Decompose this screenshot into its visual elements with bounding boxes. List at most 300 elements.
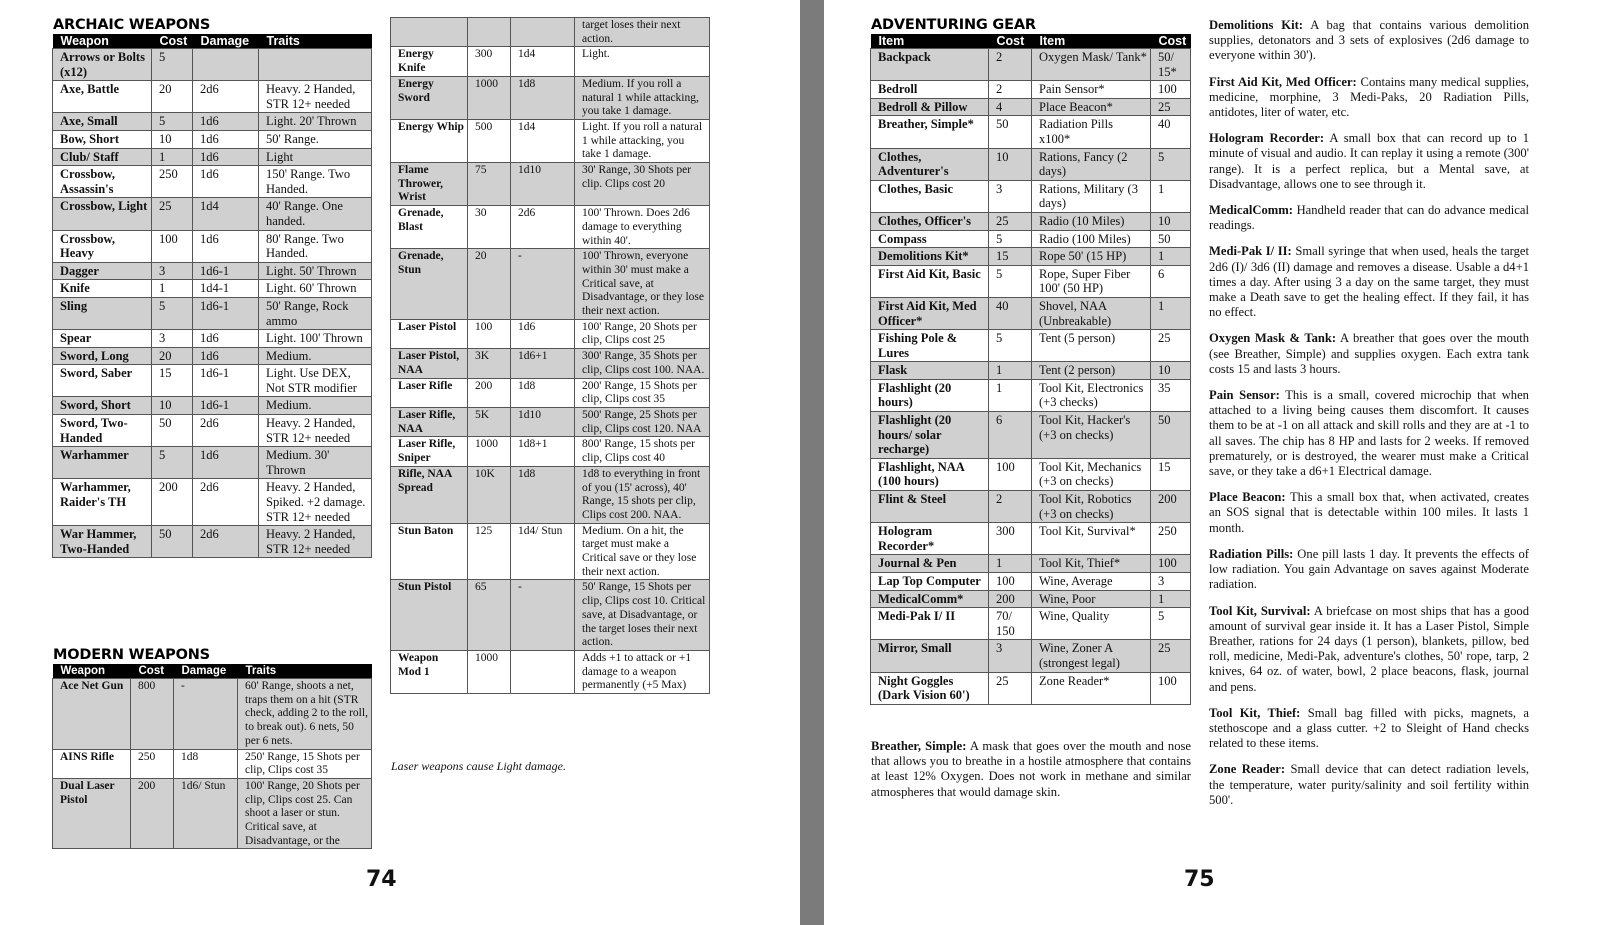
column-header: Item [1032,34,1151,49]
table-cell: 40 [1151,116,1191,148]
table-row [871,148,1191,180]
table-cell: Radio (10 Miles) [1032,212,1151,230]
table-cell: Adds +1 to attack or +1 damage to a weapon permanently (+5 Max) [575,650,710,693]
gear-description-term: Radiation Pills: [1209,546,1294,561]
table-cell: 1d8 to everything in front of you (15' across), 40' Range, 15 shots per clip, Clips cost 200. NAA. [575,466,710,523]
table-cell: Crossbow, Light [53,198,152,230]
table-cell: 100' Range, 20 Shots per clip, Clips cost 25. Can shoot a laser or stun. Critical save, at Disadvantage, or the [238,778,372,849]
table-cell: Wine, Average [1032,573,1151,591]
table-cell: 500 [468,119,511,162]
table-cell: Sling [53,297,152,329]
table-row [391,18,710,47]
table-cell: 100 [1151,672,1191,704]
table-cell: Rations, Military (3 days) [1032,180,1151,212]
table-row [871,49,1191,81]
table-cell: Tool Kit, Electronics (+3 checks) [1032,379,1151,411]
table-cell: 20 [468,249,511,320]
table-cell: 100 [468,319,511,348]
table-cell: Place Beacon* [1032,98,1151,116]
column-header: Cost [989,34,1032,49]
gear-description-text: A briefcase on most ships that has a good amount of survival gear inside it. It has a Laser Pistol, Simple Breather, rations for 24 days (1 person), blankets, pillow, bed roll, medicine, Medi-Pak, adventure's clothes, 50' rope, tarp, 2 knives, 64 oz. of water, bowl, 2 place beacons, flask, journal and pens. [1209,603,1529,694]
table-cell: 30 [468,206,511,249]
table-cell: 25 [152,198,193,230]
table-cell: Sword, Two-Handed [53,415,152,447]
table-cell: Wine, Poor [1032,590,1151,608]
table-cell: 2 [989,81,1032,99]
table-cell: Sword, Long [53,347,152,365]
table-cell: Bedroll [871,81,989,99]
table-cell: Mirror, Small [871,640,989,672]
table-cell: 200 [152,479,193,526]
table-cell: Dual Laser Pistol [53,778,131,849]
column-header: Damage [193,34,259,49]
breather-note-term: Breather, Simple: [871,739,967,753]
table-cell: Heavy. 2 Handed, Spiked. +2 damage. STR 12+ needed [259,479,372,526]
table-cell: 200' Range, 15 Shots per clip, Clips cost 35 [575,378,710,407]
table-cell: - [511,249,575,320]
table-cell: 60' Range, shoots a net, traps them on a hit (STR check, adding 2 to the roll, to break out). 6 nets, 50 per 6 nets. [238,679,372,750]
table-cell: Laser Rifle, NAA [391,407,468,436]
table-cell: Energy Sword [391,76,468,119]
table-row [391,437,710,466]
table-cell: Tool Kit, Robotics (+3 on checks) [1032,491,1151,523]
table-cell: Crossbow, Heavy [53,230,152,262]
table-row [391,163,710,206]
page-number-left: 74 [366,867,397,892]
table-cell: Light. Use DEX, Not STR modifier [259,365,372,397]
table-cell: Spear [53,330,152,348]
table-row [871,640,1191,672]
table-cell: Grenade, Stun [391,249,468,320]
table-cell: 1d8 [511,466,575,523]
table-cell: 30' Range, 30 Shots per clip. Clips cost 20 [575,163,710,206]
table-cell: Sword, Short [53,397,152,415]
table-cell: 5 [989,330,1032,362]
table-row [871,523,1191,555]
table-row [391,349,710,378]
table-row [391,76,710,119]
table-cell: 1d6 [193,447,259,479]
gear-description-text: A bag that contains various demolition supplies, detonators and 3 sets of explosives (2d6 damage to everyone within 30'). [1209,18,1529,63]
table-cell: 2d6 [193,479,259,526]
table-cell [468,18,511,47]
table-cell: 5 [152,447,193,479]
table-row [871,330,1191,362]
table-cell: 25 [1151,98,1191,116]
table-row [871,379,1191,411]
laser-footnote: Laser weapons cause Light damage. [391,759,566,773]
table-cell [193,49,259,81]
table-cell: 3 [152,262,193,280]
table-row [391,650,710,693]
table-cell: Demolitions Kit* [871,248,989,266]
table-cell: Pain Sensor* [1032,81,1151,99]
table-cell: Bow, Short [53,130,152,148]
table-row [871,590,1191,608]
table-row [391,407,710,436]
breather-note-text: A mask that goes over the mouth and nose that allows you to breathe in a hostile atmosphere that contains at least 12% Oxygen. Does not work in methane and similar atmospheres that would damage skin. [871,739,1191,799]
table-cell: 1d4 [511,47,575,76]
table-cell: 2d6 [511,206,575,249]
table-cell: 800 [131,679,174,750]
table-row [391,47,710,76]
adventuring-gear-title: ADVENTURING GEAR [871,17,1036,33]
table-cell: Energy Whip [391,119,468,162]
table-cell: 5 [152,49,193,81]
table-cell: 100 [1151,81,1191,99]
table-cell: 100 [989,573,1032,591]
table-cell: 3 [989,640,1032,672]
table-cell: 65 [468,580,511,651]
table-cell: 10 [989,148,1032,180]
table-cell: Knife [53,280,152,298]
table-row [871,573,1191,591]
archaic-weapons-title: ARCHAIC WEAPONS [53,17,211,33]
table-cell: 5K [468,407,511,436]
table-cell: 6 [1151,265,1191,297]
table-cell: 200 [989,590,1032,608]
table-cell: 1000 [468,650,511,693]
table-cell: Bedroll & Pillow [871,98,989,116]
table-cell: 10K [468,466,511,523]
gear-description-term: Oxygen Mask & Tank: [1209,331,1337,346]
table-cell: Night Goggles (Dark Vision 60') [871,672,989,704]
table-row [53,49,372,81]
table-cell: Medium. If you roll a natural 1 while attacking, you take 1 damage. [575,76,710,119]
table-cell: 20 [152,347,193,365]
gear-description [1209,604,1529,695]
gear-description [1209,75,1529,121]
modern-weapons-title: MODERN WEAPONS [53,647,210,663]
table-cell: Journal & Pen [871,555,989,573]
table-cell: Tool Kit, Thief* [1032,555,1151,573]
table-cell: 15 [152,365,193,397]
table-cell: Sword, Saber [53,365,152,397]
table-cell: Flashlight (20 hours) [871,379,989,411]
table-row [871,248,1191,266]
table-cell: 80' Range. Two Handed. [259,230,372,262]
table-cell: 3K [468,349,511,378]
table-cell: - [174,679,238,750]
table-cell: Warhammer [53,447,152,479]
table-cell: Laser Pistol [391,319,468,348]
table-cell: 50 [1151,412,1191,459]
left-page [0,0,800,925]
table-cell: Flask [871,362,989,380]
table-cell: Ace Net Gun [53,679,131,750]
table-cell: Arrows or Bolts (x12) [53,49,152,81]
table-cell: Fishing Pole & Lures [871,330,989,362]
table-cell: 15 [1151,458,1191,490]
table-cell: Dagger [53,262,152,280]
table-row [53,778,372,849]
table-cell: 1d8 [511,378,575,407]
table-row [53,330,372,348]
table-row [871,672,1191,704]
table-cell: Warhammer, Raider's TH [53,479,152,526]
table-cell: 10 [1151,362,1191,380]
page-number-right: 75 [1184,867,1215,892]
table-cell: 1d8 [511,76,575,119]
table-cell: Medium. On a hit, the target must make a Critical save or they lose their next action. [575,523,710,580]
table-row [391,319,710,348]
table-row [53,297,372,329]
table-row [53,148,372,166]
page-gutter [800,0,824,925]
column-header: Cost [152,34,193,49]
table-cell: Breather, Simple* [871,116,989,148]
table-cell: Lap Top Computer [871,573,989,591]
table-cell: 100' Thrown. Does 2d6 damage to everything within 40'. [575,206,710,249]
table-cell: Clothes, Officer's [871,212,989,230]
table-cell: Heavy. 2 Handed, STR 12+ needed [259,415,372,447]
table-cell: Laser Rifle [391,378,468,407]
table-cell: 6 [989,412,1032,459]
modern-weapons-table [52,664,372,849]
table-cell: 1 [1151,180,1191,212]
table-row [391,580,710,651]
table-cell: Light. 100' Thrown [259,330,372,348]
table-cell: AINS Rifle [53,749,131,778]
table-row [871,98,1191,116]
table-cell: 250 [152,166,193,198]
table-cell: 1d4 [193,198,259,230]
gear-description-term: Tool Kit, Survival: [1209,603,1311,618]
gear-description-text: This a small box that, when activated, creates an SOS signal that is detectable within 100 miles. It lasts 1 month. [1209,490,1530,535]
table-cell: 3 [152,330,193,348]
table-cell: 5 [1151,608,1191,640]
table-cell: 25 [1151,330,1191,362]
table-cell: 250 [1151,523,1191,555]
table-cell: Medi-Pak I/ II [871,608,989,640]
gear-description [1209,762,1529,808]
right-page [824,0,1605,925]
table-cell: Medium. [259,347,372,365]
table-row [871,265,1191,297]
table-cell: 1d6-1 [193,365,259,397]
table-cell: 1d6/ Stun [174,778,238,849]
table-cell: 300' Range, 35 Shots per clip, Clips cost 100. NAA. [575,349,710,378]
column-header: Traits [259,34,372,49]
table-cell [259,49,372,81]
table-cell: 1d6-1 [193,262,259,280]
table-header-row [871,34,1191,49]
table-cell: 50' Range. [259,130,372,148]
table-row [53,81,372,113]
table-cell: Wine, Zoner A (strongest legal) [1032,640,1151,672]
table-cell: 50 [1151,230,1191,248]
table-row [871,362,1191,380]
table-cell: 15 [989,248,1032,266]
gear-description [1209,388,1529,479]
table-cell: 150' Range. Two Handed. [259,166,372,198]
gear-description-text: Contains many medical supplies, medicine, morphine, 3 Medi-Paks, 20 Radiation Pills, antidotes, liter of water, etc. [1209,74,1529,120]
gear-description [1209,203,1529,233]
table-row [391,466,710,523]
table-row [871,412,1191,459]
gear-description-term: MedicalComm: [1209,203,1293,218]
gear-description [1209,18,1529,64]
table-row [53,679,372,750]
table-cell: Clothes, Adventurer's [871,148,989,180]
table-cell: 25 [989,672,1032,704]
table-cell: 1d6 [511,319,575,348]
table-cell: 70/ 150 [989,608,1032,640]
table-row [871,458,1191,490]
table-cell: Tool Kit, Survival* [1032,523,1151,555]
table-cell: 2 [989,491,1032,523]
table-cell: Light. 20' Thrown [259,113,372,131]
gear-description-term: Medi-Pak I/ II: [1209,244,1292,259]
table-cell: 1d6 [193,166,259,198]
table-cell: 1 [989,555,1032,573]
gear-description-term: Tool Kit, Thief: [1209,705,1301,720]
table-cell: 50 [152,415,193,447]
table-cell: War Hammer, Two-Handed [53,526,152,558]
table-cell: 200 [1151,491,1191,523]
table-row [53,198,372,230]
table-cell: Tent (5 person) [1032,330,1151,362]
gear-descriptions [1209,18,1529,819]
table-cell: 1 [989,362,1032,380]
table-row [53,415,372,447]
table-cell: 250' Range, 15 Shots per clip, Clips cost 35 [238,749,372,778]
table-cell: Wine, Quality [1032,608,1151,640]
table-cell: Shovel, NAA (Unbreakable) [1032,297,1151,329]
table-cell: Weapon Mod 1 [391,650,468,693]
table-cell: 1d6 [193,113,259,131]
table-cell: 40' Range. One handed. [259,198,372,230]
table-cell: 1d6 [193,130,259,148]
gear-description-text: Small syringe that when used, heals the target 2d6 (I)/ 3d6 (II) damage and removes a disease. Usable a d4+1 times a day. After using 3 a day on the same target, they must make a Death save to get the healing effect. If they fail, it has no effect. [1209,244,1530,320]
table-cell: 2d6 [193,81,259,113]
table-cell: 10 [1151,212,1191,230]
gear-description [1209,547,1529,593]
table-cell: Flint & Steel [871,491,989,523]
table-cell: Clothes, Basic [871,180,989,212]
table-cell: Flashlight (20 hours/ solar recharge) [871,412,989,459]
table-cell: Heavy. 2 Handed, STR 12+ needed [259,526,372,558]
table-cell: 200 [468,378,511,407]
table-cell: Medium. 30' Thrown [259,447,372,479]
table-row [871,116,1191,148]
table-cell: 1 [1151,297,1191,329]
table-cell: Radiation Pills x100* [1032,116,1151,148]
table-cell: Energy Knife [391,47,468,76]
table-row [871,81,1191,99]
table-row [391,119,710,162]
table-cell: 1 [152,148,193,166]
table-cell: 1d4/ Stun [511,523,575,580]
table-header-row [53,664,372,679]
table-cell: 50' Range, 15 Shots per clip, Clips cost 10. Critical save, at Disadvantage, or the target loses their next action. [575,580,710,651]
table-cell: MedicalComm* [871,590,989,608]
table-row [53,262,372,280]
table-cell [511,18,575,47]
table-row [53,230,372,262]
table-cell: Zone Reader* [1032,672,1151,704]
table-cell: First Aid Kit, Basic [871,265,989,297]
table-cell: 40 [989,297,1032,329]
table-cell: Grenade, Blast [391,206,468,249]
table-cell: 1d8 [174,749,238,778]
table-cell: Medium. [259,397,372,415]
table-cell: 300 [989,523,1032,555]
table-cell: Stun Baton [391,523,468,580]
table-header-row [53,34,372,49]
table-row [391,206,710,249]
table-cell: 1d6-1 [193,297,259,329]
table-cell: Rope 50' (15 HP) [1032,248,1151,266]
table-cell: Rope, Super Fiber 100' (50 HP) [1032,265,1151,297]
table-cell [511,650,575,693]
table-cell: 3 [1151,573,1191,591]
table-cell: 1000 [468,437,511,466]
table-row [53,447,372,479]
gear-description-text: Handheld reader that can do advance medical readings. [1209,203,1529,233]
column-header: Weapon [53,664,131,679]
table-cell: 1d4 [511,119,575,162]
table-cell: 25 [1151,640,1191,672]
gear-description [1209,331,1529,377]
table-cell: 5 [989,265,1032,297]
table-cell: 100 [1151,555,1191,573]
table-cell: 100 [152,230,193,262]
table-cell [391,18,468,47]
table-cell: Light. [575,47,710,76]
gear-description-term: First Aid Kit, Med Officer: [1209,74,1357,89]
table-cell: Flame Thrower, Wrist [391,163,468,206]
table-cell: 10 [152,130,193,148]
table-cell: 50 [152,526,193,558]
table-cell: 20 [152,81,193,113]
table-cell: Compass [871,230,989,248]
table-cell: Rations, Fancy (2 days) [1032,148,1151,180]
table-cell: Laser Rifle, Sniper [391,437,468,466]
table-row [391,523,710,580]
table-cell: 5 [1151,148,1191,180]
table-row [871,608,1191,640]
table-row [53,526,372,558]
table-cell: Heavy. 2 Handed, STR 12+ needed [259,81,372,113]
table-cell: 1 [152,280,193,298]
table-cell: 200 [131,778,174,849]
table-cell: Light. If you roll a natural 1 while attacking, you take 1 damage. [575,119,710,162]
table-cell: - [511,580,575,651]
gear-description-text: This is a small, covered microchip that when attached to a living being causes them discomfort. It causes them to be at -1 on all attack and skill rolls and they are at -1 to all saves. The chip has 8 HP and lasts for 2 weeks. If removed prematurely, or is destroyed, the wearer must make a Critical save, or they take a d6+1 Electrical damage. [1209,388,1529,479]
table-cell: Backpack [871,49,989,81]
table-cell: Tool Kit, Mechanics (+3 on checks) [1032,458,1151,490]
table-cell: 50 [989,116,1032,148]
modern-weapons-continued-table [390,17,710,694]
table-cell: Flashlight, NAA (100 hours) [871,458,989,490]
table-cell: 4 [989,98,1032,116]
table-cell: Stun Pistol [391,580,468,651]
breather-note [871,739,1191,811]
table-row [391,378,710,407]
gear-description-term: Hologram Recorder: [1209,131,1325,146]
table-row [871,555,1191,573]
table-cell: 500' Range, 25 Shots per clip, Clips cost 120. NAA [575,407,710,436]
table-row [871,180,1191,212]
table-row [53,397,372,415]
table-cell: Rifle, NAA Spread [391,466,468,523]
table-cell: Radio (100 Miles) [1032,230,1151,248]
gear-description-text: Small device that can detect radiation levels, the temperature, water purity/salinity and soil fertility within 500'. [1209,762,1529,807]
column-header: Weapon [53,34,152,49]
table-cell: 1d6 [193,347,259,365]
table-cell: 125 [468,523,511,580]
